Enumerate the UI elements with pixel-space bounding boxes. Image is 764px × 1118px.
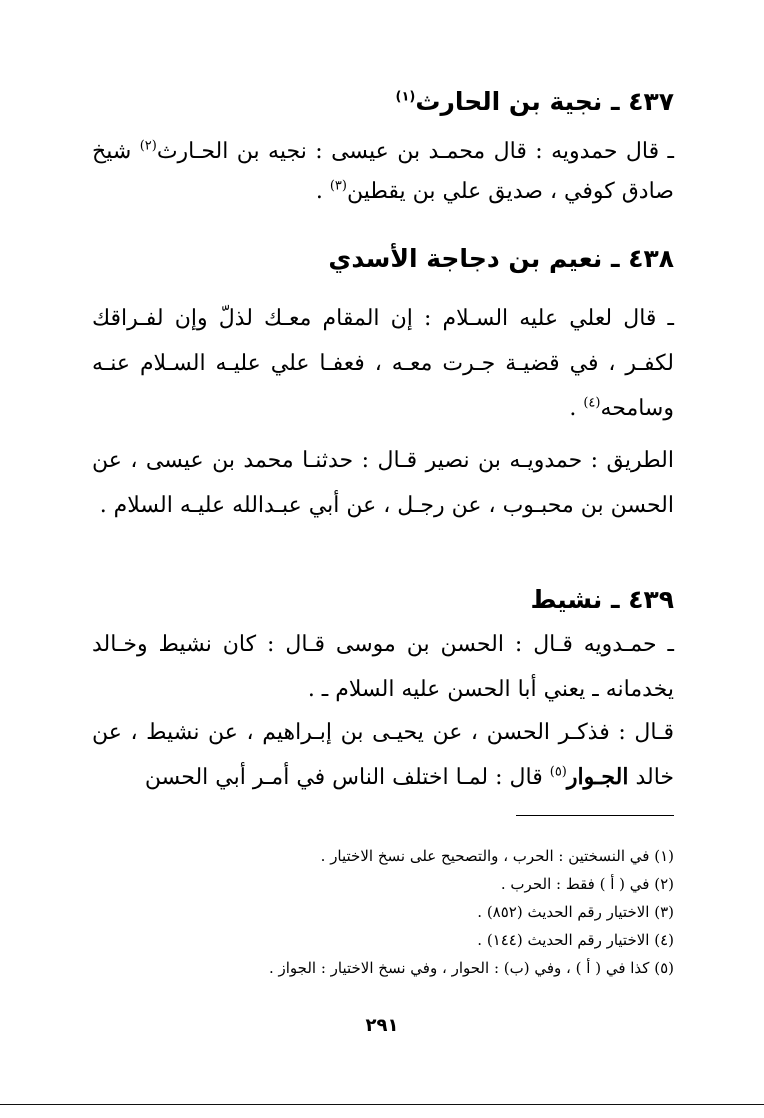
entry-439-paragraph-2 <box>92 710 674 800</box>
text-run: . <box>315 179 330 204</box>
footnote-ref-4: (٤) <box>583 395 601 411</box>
entry-438-chain-paragraph <box>92 438 674 528</box>
footnote-ref-2: (٢) <box>139 138 157 154</box>
footnote-3: (٣) الاختيار رقم الحديث (٨٥٢) . <box>477 903 674 921</box>
footnote-2: (٢) في ( أ ) فقط : الحرب . <box>500 875 674 893</box>
text-run: قال : لمـا اختلف الناس في أمـر أبي الحسن <box>144 765 550 790</box>
footnote-ref-1: (١) <box>395 89 416 105</box>
page-number: ٢٩١ <box>365 1015 399 1036</box>
footnote-5: (٥) كذا في ( أ ) ، وفي (ب) : الحوار ، وفي نسخ الاختيار : الجواز . <box>268 959 674 977</box>
text-run: ـ قال لعلي عليه السـلام : إن المقام معـك لذلّ وإن لفـراقك لكفـر ، في قضيـة جـرت معـه ، فعفـا علي عليـه السـلام عنـه وسامحه <box>92 306 674 421</box>
entry-439-heading <box>92 584 674 616</box>
footnote-ref-5: (٥) <box>549 764 567 780</box>
entry-437-title: ٤٣٧ ـ نجية بن الحارث <box>415 87 674 116</box>
footnote-separator <box>516 815 674 816</box>
footnote-1: (١) في النسختين : الحرب ، والتصحيح على نسخ الاختيار . <box>320 847 674 865</box>
entry-437-heading <box>92 86 674 118</box>
entry-438-paragraph <box>92 296 674 431</box>
bold-word: الجـوار <box>566 764 629 790</box>
footnote-4: (٤) الاختيار رقم الحديث (١٤٤) . <box>477 931 674 949</box>
text-run: ـ قال حمدويه : قال محمـد بن عيسى : نجيه بن الحـارث <box>156 139 674 164</box>
entry-439-paragraph-1 <box>92 622 674 712</box>
text-run: شيخ صادق كوفي ، صديق علي بن يقطين <box>92 139 674 204</box>
entry-438-heading <box>92 243 674 275</box>
entry-437-paragraph <box>92 132 674 212</box>
footnotes <box>92 842 674 982</box>
text-run: الطريق : حمدويـه بن نصير قـال : حدثنـا محمد بن عيسى ، عن الحسن بن محبـوب ، عن رجـل ، عن أبي عبـدالله عليـه السلام . <box>92 448 674 518</box>
footnote-ref-3: (٣) <box>329 178 347 194</box>
text-run: ـ حمـدويه قـال : الحسن بن موسى قـال : كان نشيط وخـالد يخدمانه ـ يعني أبا الحسن عليه السلام ـ . <box>92 632 674 702</box>
text-run: قـال : فذكـر الحسن ، عن يحيـى بن إبـراهيم ، عن نشيط ، عن خالد <box>92 720 674 790</box>
text-run: . <box>569 396 584 421</box>
entry-438-title: ٤٣٨ ـ نعيم بن دجاجة الأسدي <box>328 244 674 273</box>
entry-439-title: ٤٣٩ ـ نشيط <box>530 585 674 614</box>
page-bottom-edge <box>0 1104 764 1105</box>
